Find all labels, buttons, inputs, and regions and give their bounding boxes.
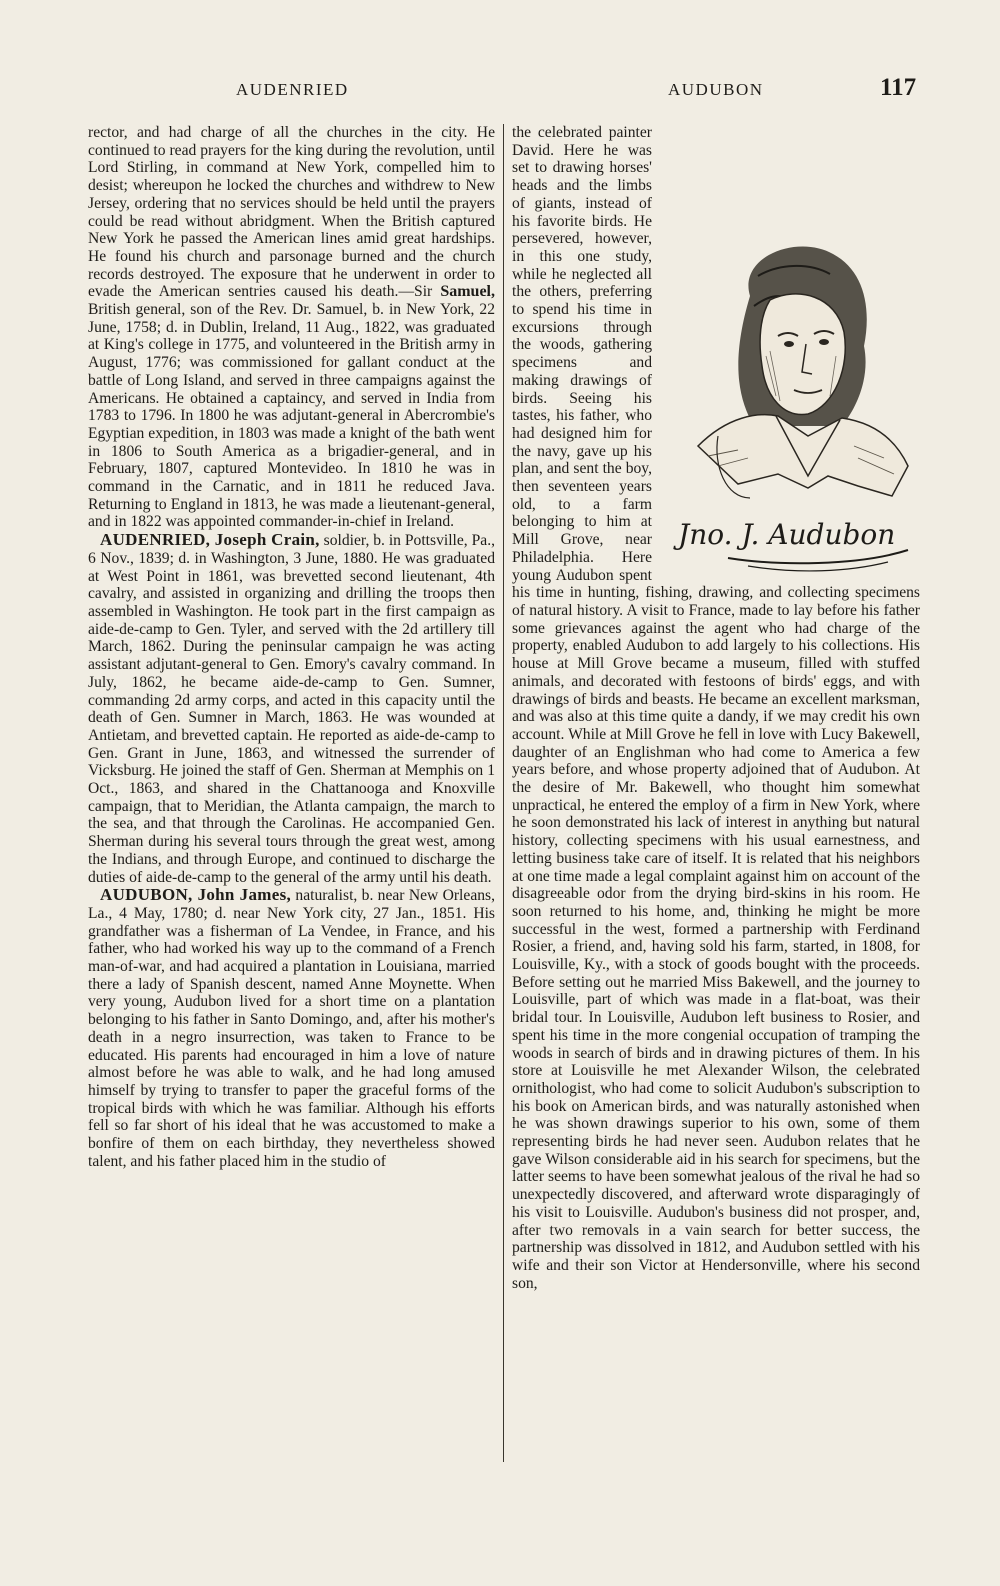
running-head-right: AUDUBON <box>668 80 764 99</box>
column-divider <box>503 124 504 1462</box>
entry-text: the celebrated painter David. Here he was set to drawing horses' heads and the limbs of giants, instead of his favorite birds. He persevered, however, in this one study, while he neglected all the others, preferring to spend his time in excursions through the woods, gathering specimens and making drawings of birds. Seeing his tastes, his father, who had designed him for the navy, gave up his plan, and sent the boy, then seventeen years old, to a farm belonging to him at Mill Grove, near Philadelphia. Here young Audubon spent his time in hunting, fishing, drawing, and collecting specimens of natural history. A visit to France, made to lay before his father some grievances against the agent who had charge of the property, enabled Audubon to add largely to his collections. His house at Mill Grove became a museum, filled with stuffed animals, and decorated with festoons of birds' eggs, and with drawings of birds and beasts. He became an excellent marksman, and was also at this time quite a dandy, if we may credit his own account. While at Mill Grove he fell in love with Lucy Bakewell, daughter of an Englishman who had come to America a few years before, and whose property adjoined that of Audubon. At the desire of Mr. Bakewell, who thought him somewhat unpractical, he entered the employ of a firm in New York, where he soon demonstrated his lack of interest in anything but natural history, collecting specimens with his usual earnestness, and letting business take care of itself. It is related that his neighbors at one time made a legal complaint against him on account of the disagreeable odor from the drying bird-skins in his room. He soon returned to his home, and, thinking he might be more successful in the west, formed a partnership with Ferdinand Rosier, a friend, and, having sold his farm, started, in 1808, for Louisville, Ky., with a stock of goods bought with the proceeds. Before setting out he married Miss Bakewell, and the journey to Louisville, part of which was made in a flat-boat, was their bridal tour. In Louisville, Audubon left business to Rosier, and spent his time in the more congenial occupation of tramping the woods in search of birds and in drawing pictures of them. In his store at Louisville he met Alexander Wilson, the celebrated ornithologist, who had come to solicit Audubon's subscription to his book on American birds, and was naturally astonished when he was shown drawings superior to his own, some of them representing birds he had never seen. Audubon relates that he gave Wilson considerable aid in his search for specimens, but the latter seems to have been somewhat jealous of the rival he had so unexpectedly discovered, and afterward wrote disparagingly of his visit to Louisville. Audubon's business did not prosper, and, after two removals in a vain search for better success, the partnership was dissolved in 1812, and Audubon settled with his wife and their son Victor at Hendersonville, where his second son, <box>512 124 920 1292</box>
running-head <box>0 74 1000 104</box>
right-column <box>512 124 920 1292</box>
entry-name-samuel: Samuel, <box>440 283 495 301</box>
running-head-left: AUDENRIED <box>236 80 349 99</box>
page-number: 117 <box>880 74 917 101</box>
portrait-illustration <box>658 236 920 581</box>
entry-text: rector, and had charge of all the churches in the city. He continued to read prayers for the king during the revolution, until Lord Stirling, in command at New York, compelled him to desist; whereupon he locked the churches and withdrew to New Jersey, ordering that no services should be held until the prayers could be read without abridgment. When the British captured New York he passed the American lines amid great hardships. He found his church and parsonage burned and the church records destroyed. The exposure that he underwent in order to evade the American sentries caused his death.—Sir <box>88 124 495 301</box>
paragraph <box>88 124 495 531</box>
entry-text: naturalist, b. near New Orleans, La., 4 May, 1780; d. near New York city, 27 Jan., 1851. His grandfather was a fisherman of La Vendee, in France, and his father, who had worked his way up to the command of a French man-of-war, and had acquired a plantation in Louisiana, married there a lady of Spanish descent, named Anne Moynette. When very young, Audubon lived for a short time on a plantation belonging to his father in Santo Domingo, and, after his mother's death in a negro insurrection, was taken to France to be educated. His parents had encouraged in him a love of nature almost before he was able to walk, and he had long amused himself by trying to transfer to paper the graceful forms of the tropical birds with which he was familiar. Although his efforts fell so far short of his ideal that he was accustomed to make a bonfire of them on each birthday, they nevertheless showed talent, and his father placed him in the studio of <box>88 887 495 1170</box>
entry-text: soldier, b. in Pottsville, Pa., 6 Nov., 1839; d. in Washington, 3 June, 1880. He was graduated at West Point in 1861, was brevetted second lieutenant, 4th cavalry, and assisted in organizing and drilling the troops then assembled in Washington. He took part in the first campaign as aide-de-camp to Gen. Tyler, and served with the 2d artillery till March, 1862. During the peninsular campaign he was acting assistant adjutant-general to Gen. Emory's cavalry command. In July, 1862, he became aide-de-camp to Gen. Sumner, commanding 2d army corps, and acted in this capacity until the death of Gen. Sumner in March, 1863. He was wounded at Antietam, and brevetted captain. He reported as aide-de-camp to Gen. Grant in June, 1863, and witnessed the surrender of Vicksburg. He joined the staff of Gen. Sherman at Memphis on 1 Oct., 1863, and shared in the Chattanooga and Knoxville campaign, that to Meridian, the Atlanta campaign, the march to the sea, and that through the Carolinas. He accompanied Gen. Sherman during his several tours through the great west, among the Indians, and through Europe, and continued to discharge the duties of aide-de-camp to the general of the army until his death. <box>88 532 495 886</box>
entry-text: British general, son of the Rev. Dr. Samuel, b. in New York, 22 June, 1758; d. in Dublin, Ireland, 11 Aug., 1822, was graduated at King's college in 1775, and volunteered in the British army in August, 1776; was commissioned for gallant conduct at the battle of Long Island, and served in three campaigns against the Americans. He obtained a captaincy, and served in India from 1783 to 1796. In 1800 he was adjutant-general in Abercrombie's Egyptian expedition, in 1803 was made a knight of the bath went in 1806 to South America as a brigadier-general, and in February, 1807, captured Montevideo. In 1810 he was in command in the Carnatic, and in 1811 he reduced Java. Returning to England in 1813, he was made a lieutenant-general, and in 1822 was appointed commander-in-chief in Ireland. <box>88 301 495 531</box>
portrait-engraving <box>658 236 920 581</box>
paragraph <box>88 531 495 886</box>
entry-name-audenried: AUDENRIED, Joseph Crain, <box>100 530 320 550</box>
paragraph <box>88 886 495 1170</box>
left-column <box>88 124 495 1170</box>
signature: Jno. J. Audubon <box>678 518 896 551</box>
entry-name-audubon: AUDUBON, John James, <box>100 885 292 905</box>
